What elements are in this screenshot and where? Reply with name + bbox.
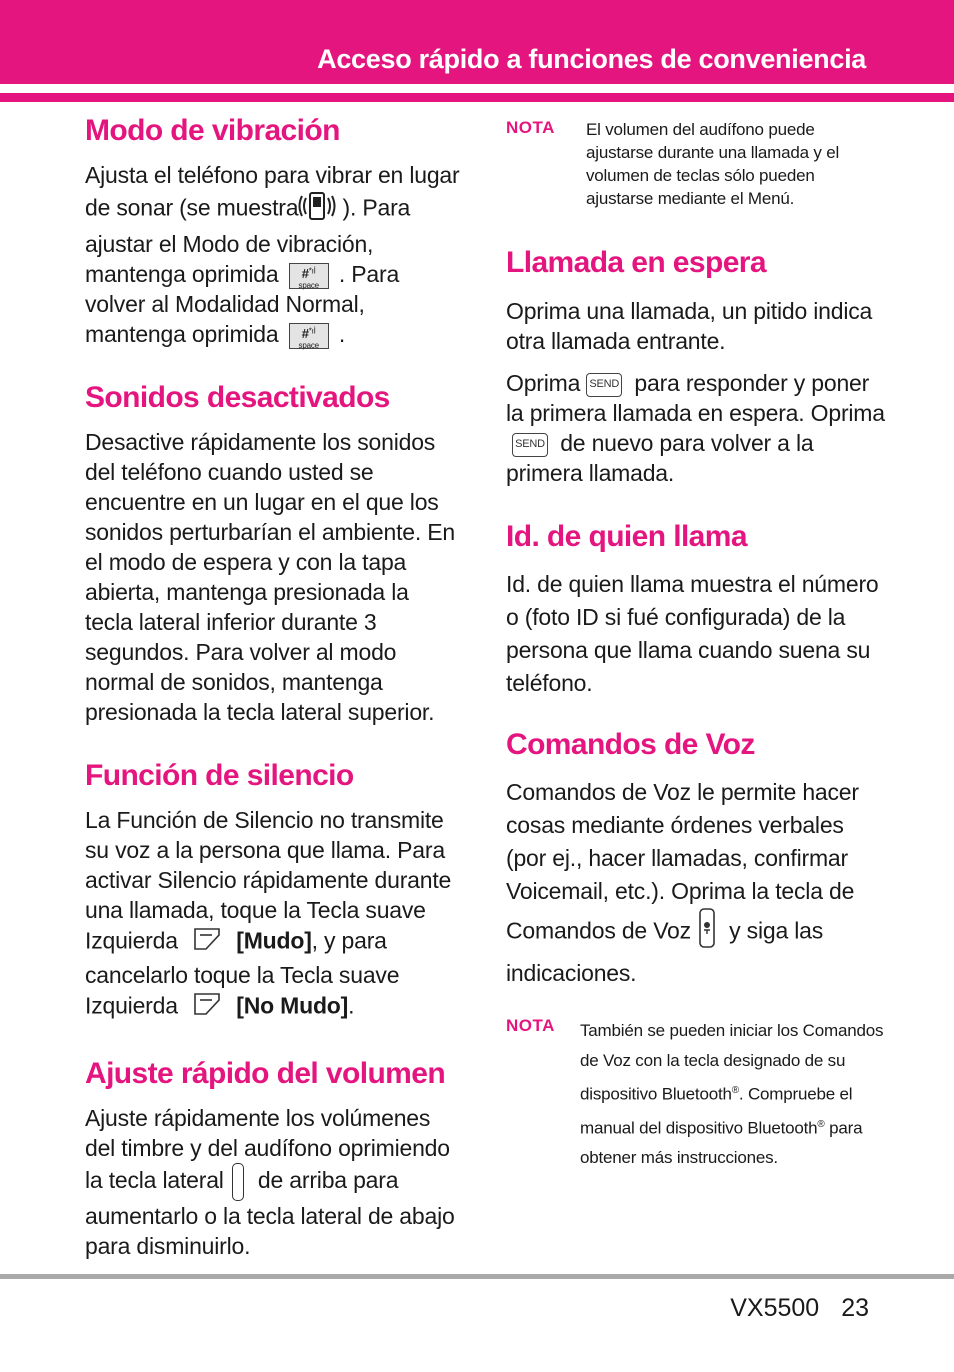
text-part: . bbox=[332, 321, 346, 347]
footer bbox=[730, 1294, 869, 1323]
heading-llamada-espera: Llamada en espera bbox=[506, 246, 766, 279]
text-part: de nuevo para volver a la primera llamada. bbox=[506, 430, 814, 486]
header-band bbox=[0, 0, 954, 84]
softkey-icon bbox=[192, 990, 222, 1025]
text-funcion-silencio bbox=[85, 805, 460, 1025]
key-top: *ıİ bbox=[308, 326, 316, 336]
hash-space-key-icon bbox=[289, 323, 329, 349]
note-label: NOTA bbox=[506, 118, 555, 137]
note-volumen-audifono bbox=[506, 118, 886, 210]
section-ajuste-volumen bbox=[85, 1053, 460, 1261]
text-id-quien-llama: Id. de quien llama muestra el número o (foto ID si fué configurada) de la persona que llama cuando suena su teléfono. bbox=[506, 571, 879, 696]
key-hash: # bbox=[301, 265, 309, 281]
section-funcion-silencio bbox=[85, 755, 460, 1025]
text-part: para responder y poner la primera llamada en espera. Oprima bbox=[506, 370, 885, 426]
text-part: Oprima bbox=[506, 370, 581, 396]
heading-sonidos-desactivados: Sonidos desactivados bbox=[85, 381, 390, 414]
text-part: Ajusta el teléfono para vibrar en lugar de sonar (se muestra bbox=[85, 162, 460, 221]
section-llamada-espera bbox=[506, 242, 886, 488]
key-space: space bbox=[298, 340, 319, 350]
heading-comandos-voz: Comandos de Voz bbox=[506, 728, 755, 761]
voice-key-icon bbox=[699, 908, 715, 957]
text-part: Comandos de Voz le permite hacer cosas mediante órdenes verbales (por ej., hacer llamadas, confirmar Voicemail, etc.). Oprima la tecla de Comandos de Voz bbox=[506, 779, 859, 944]
text-part: y siga las indicaciones. bbox=[506, 917, 824, 986]
send-key-icon: SEND bbox=[512, 433, 548, 457]
note-text: El volumen del audífono puede ajustarse durante una llamada y el volumen de teclas sólo pueden ajustarse mediante el Menú. bbox=[586, 120, 840, 208]
left-column bbox=[85, 110, 460, 1261]
section-sonidos-desactivados bbox=[85, 377, 460, 727]
key-hash: # bbox=[301, 325, 309, 341]
mudo-label: [Mudo] bbox=[236, 927, 312, 954]
text-part: ). Para ajustar el Modo de vibración, mantenga oprimida bbox=[85, 194, 411, 287]
heading-ajuste-volumen: Ajuste rápido del volumen bbox=[85, 1057, 446, 1090]
text-part: de arriba para aumentarlo o la tecla lateral de abajo para disminuirlo. bbox=[85, 1167, 455, 1259]
softkey-icon bbox=[192, 925, 222, 960]
registered-mark: ® bbox=[817, 1118, 825, 1130]
text-llamada-espera-2 bbox=[506, 368, 886, 488]
section-comandos-voz bbox=[506, 724, 886, 990]
section-id-quien-llama bbox=[506, 516, 886, 700]
text-llamada-espera-1: Oprima una llamada, un pitido indica otra llamada entrante. bbox=[506, 298, 873, 354]
note-label: NOTA bbox=[506, 1016, 555, 1035]
right-column bbox=[506, 110, 886, 1173]
header-rule bbox=[0, 93, 954, 102]
text-modo-vibracion bbox=[85, 160, 460, 349]
header-title: Acceso rápido a funciones de conveniencia bbox=[317, 44, 866, 74]
text-sonidos-desactivados: Desactive rápidamente los sonidos del teléfono cuando usted se encuentre en un lugar en el que los sonidos perturbarían el ambiente. En el modo de espera y con la tapa abierta, mantenga presionada la tecla lateral inferior durante 3 segundos. Para volver al modo normal de sonidos, mantenga presionada la tecla lateral superior. bbox=[85, 429, 455, 725]
text-part: Ajuste rápidamente los volúmenes del timbre y del audífono oprimiendo la tecla lateral bbox=[85, 1105, 450, 1194]
vibrate-icon bbox=[298, 190, 336, 229]
heading-funcion-silencio: Función de silencio bbox=[85, 759, 354, 792]
key-space: space bbox=[298, 280, 319, 290]
key-top: *ıİ bbox=[308, 266, 316, 276]
text-part: para obtener más instrucciones. bbox=[580, 1118, 863, 1168]
text-part: . bbox=[348, 992, 355, 1019]
section-modo-vibracion bbox=[85, 110, 460, 349]
text-comandos-voz bbox=[506, 776, 886, 990]
text-ajuste-volumen bbox=[85, 1103, 460, 1261]
registered-mark: ® bbox=[731, 1085, 739, 1096]
text-part: También se pueden iniciar los Comandos de Voz con la tecla designado de su dispositivo Bluetooth bbox=[580, 1021, 884, 1104]
send-key-icon: SEND bbox=[586, 373, 622, 397]
text-part: . Compruebe el manual del dispositivo Bluetooth bbox=[580, 1084, 853, 1138]
text-part: . Para volver al Modalidad Normal, mantenga oprimida bbox=[85, 261, 400, 347]
note-text bbox=[580, 1016, 886, 1173]
page-number: 23 bbox=[841, 1294, 869, 1322]
side-key-icon bbox=[232, 1163, 244, 1201]
note-bluetooth bbox=[506, 1016, 886, 1173]
text-part: , y para cancelarlo toque la Tecla suave Izquierda bbox=[85, 927, 400, 1019]
footer-rule bbox=[0, 1274, 954, 1279]
hash-space-key-icon bbox=[289, 263, 329, 289]
heading-modo-vibracion: Modo de vibración bbox=[85, 114, 340, 147]
no-mudo-label: [No Mudo] bbox=[236, 992, 349, 1019]
model-name: VX5500 bbox=[730, 1294, 820, 1322]
heading-id-quien-llama: Id. de quien llama bbox=[506, 520, 747, 553]
text-part: La Función de Silencio no transmite su voz a la persona que llama. Para activar Silencio rápidamente durante una llamada, toque la Tecla suave Izquierda bbox=[85, 807, 452, 954]
